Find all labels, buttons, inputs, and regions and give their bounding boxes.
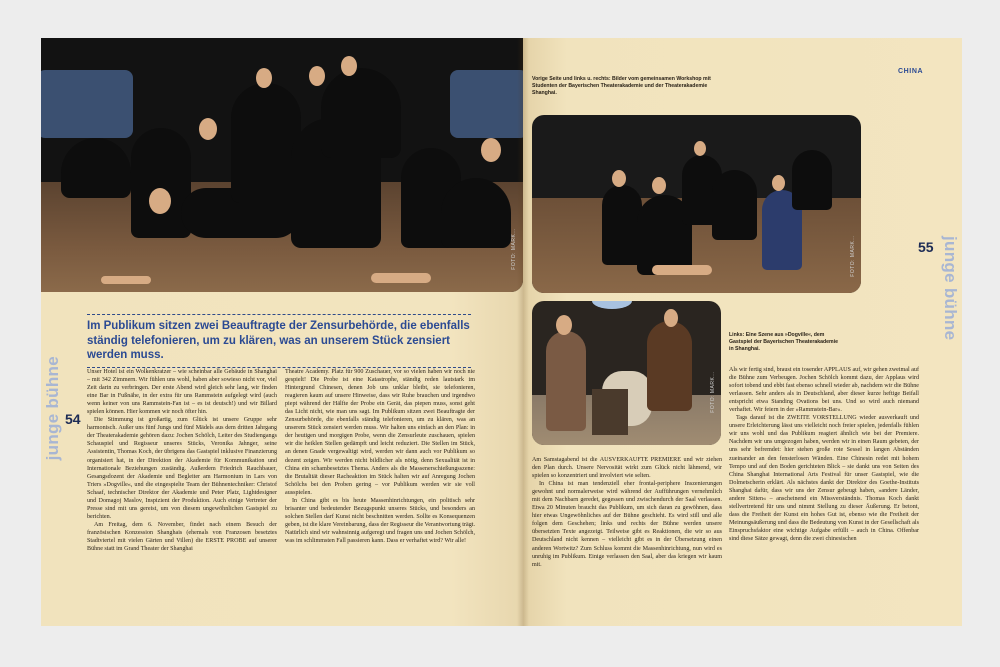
paragraph: In China gibt es bis heute Massenhinrichtungen, ein politisch sehr brisanter und bedeutender Bezugspunkt unseres Stücks, und besonders an solchen Stellen darf Kunst nicht beschnitten werden. Sollte es Konsequenzen geben, ist die klare Vereinbarung, dass der Regisseur die Verantwortung trägt. Natürlich sind wir wahnsinnig aufgeregt und fragen uns und Jochen Schölch, was im schlimmsten Fall passieren kann. Dass er verhaftet wird? Wir alle! bbox=[285, 497, 475, 544]
page-number: 54 bbox=[65, 411, 81, 427]
face bbox=[694, 141, 706, 156]
text-column-2 bbox=[285, 368, 475, 624]
photo-caption-top: Vorige Seite und links u. rechts: Bilder vom gemeinsamen Workshop mit Studenten der Bayerischen Theaterakademie und der Theaterakademie Shanghai. bbox=[532, 76, 711, 96]
section-side-label: junge bühne bbox=[941, 236, 960, 341]
arm bbox=[371, 273, 431, 283]
section-side-label: junge bühne bbox=[43, 356, 62, 461]
paragraph: Tags darauf ist die ZWEITE VORSTELLUNG wieder ausverkauft und unsere Erleichterung lässt uns vielleicht noch freier spielen, jedenfalls fühlen wir uns wohl und das Publikum reagiert ähnlich wie bei der Premiere. Nachdem wir uns umgezogen haben, werden wir in einen Raum gebeten, der uns sehr befremdet: hier stehen große rote Sessel in langen Abständen zueinander an den fensterlosen Wänden. Eine Chinesin redet mit hohem Tempo und auf den Boden gerichteten Blick – sie dankt uns von Seiten des China Shanghai International Arts Festival für unser Gastspiel, wie die Dolmetscherin erklärt. Als nächstes dankt der Direktor des Goethe-Instituts Shanghai dafür, dass wir uns der Zensur gebeugt haben, »andere Länder, andere Sitten« – anscheinend ein Missverständnis. Thomas Koch dankt stellvertretend für uns und nimmt Stellung zu dieser Äußerung. Er betont, dass die Freiheit der Kunst ein hohes Gut ist, ebenso wie die Freiheit der Meinungsäußerung und dass die Bedeutung von Kunst in der Gesellschaft als Einspruchsfaktor eine wichtige Aufgabe erfüllt – auch in China. Offenbar sind diese Sätze gewagt, denn die zwei chinesischen bbox=[729, 415, 919, 542]
workshop-photo-left bbox=[41, 38, 523, 292]
dancer-figure bbox=[602, 185, 642, 265]
arm bbox=[101, 276, 151, 284]
image-overlay-box bbox=[450, 70, 523, 138]
text-column-1 bbox=[87, 368, 277, 624]
face bbox=[556, 315, 572, 335]
workshop-photo-right bbox=[532, 115, 861, 293]
photo-credit: FOTO: MARK... bbox=[710, 371, 716, 413]
wooden-crate bbox=[592, 389, 628, 435]
paragraph: Unser Hotel ist ein Wolkenkratzer – wie scheinbar alle Gebäude in Shanghai – mit 342 Zimmern. Wir fühlen uns wohl, haben aber sowieso nicht vor, viel Zeit darin zu verbringen. Der erste Abend wird gleich sehr lang, wir finden eine Bar in Fußnähe, in der extra für uns Rammstein aufgelegt wird (auch wenn keiner von uns Rammstein-Fan ist – es ist deutsch!) und wir Billard spielen können. Hier kommen wir noch öfter hin. bbox=[87, 369, 277, 416]
face bbox=[652, 177, 666, 194]
page-number: 55 bbox=[918, 239, 934, 255]
paragraph: In China ist man tendenziell eher frontal-periphere Inszenierungen gewohnt und normalerweise wird während der Aufführungen vernehmlich mit dem Nachbarn geredet, gegessen und zwischendurch der Saal verlassen. Etwa 20 Minuten braucht das Publikum, um sich daran zu gewöhnen, dass hier etwas Ungewöhnliches auf der Bühne geschieht. Es wird still und alle folgen dem Geschehen; links und rechts der Bühne werden unsere übersetzten Texte angezeigt. Teilweise gibt es Reaktionen, die wir so aus Deutschland nicht kennen – vielleicht gibt es in der Übersetzung einen anderen Wortwitz? Zum Schluss kommt die Massenhinrichtung, nun wird es unruhig im Publikum. Einige verlassen den Saal, aber das kriegen wir kaum mit. bbox=[532, 481, 722, 568]
dancer-figure bbox=[61, 138, 131, 198]
magazine-spread bbox=[41, 38, 962, 626]
paragraph: Als wir fertig sind, braust ein tosender APPLAUS auf, wir gehen zweimal auf die Bühne zum Verbeugen. Jochen Schölch kommt dazu, der Applaus wird sofort tobend und ebbt fast ebenso schnell wieder ab, nachdem wir die Bühne verlassen. Sehr anders als in Deutschland, aber dieser kurze heftige Beifall entspricht etwa Standing Ovations bei uns. Und so wird auch niemand verhaftet. Wir feiern in der »Rammstein-Bar«. bbox=[729, 367, 919, 414]
dancer-figure bbox=[321, 68, 401, 158]
stage-light bbox=[592, 301, 632, 309]
section-title: CHINA bbox=[898, 68, 924, 75]
image-overlay-box bbox=[41, 70, 133, 138]
face bbox=[149, 188, 171, 214]
face bbox=[612, 170, 626, 187]
actor-figure bbox=[647, 321, 692, 411]
text-column-3 bbox=[532, 456, 722, 624]
face bbox=[664, 309, 678, 327]
face bbox=[256, 68, 272, 88]
spine-shadow bbox=[517, 38, 529, 626]
photo-caption-mid: Links: Eine Szene aus »Dogville«, dem Gastspiel der Bayerischen Theaterakademie in Shanghai. bbox=[729, 332, 838, 352]
leg bbox=[652, 265, 712, 275]
dancer-figure bbox=[792, 150, 832, 210]
actor-figure bbox=[546, 331, 586, 431]
paragraph: Die Stimmung ist großartig, zum Glück ist unsere Gruppe sehr harmonisch. Außer uns fünf Jungs und fünf Mädels aus dem dritten Jahrgang der Theaterakademie gehören dazu: Jochen Schölch, Leiter des Studiengangs Schauspiel und Regisseur unseres Stücks, Veronika Jahnger, seine Assistentin, Thomas Koch, der übrigens das Gastspiel inklusive Finanzierung organisiert hat, in der Direktion der Akademie für Kommunikation und Internationale Beziehungen zuständig. Außerdem Friedrich Rauchbauer, Gesangsdozent der Akademie und Begleiter am Harmonium in Lars von Triers »Dogville«, und die eingespielte Team der Bühnentechniker: Christof Schaaf, technischer Direktor der Akademie und Peter Platz, Lightdesigner und Domagoj Maslov, Inspizient der Produktion. Auch einige Vertreter der Presse sind mit uns gereist, um von diesem ungewöhnlichen Gastspiel zu berichten. bbox=[87, 417, 277, 520]
dogville-scene-photo bbox=[532, 301, 721, 445]
face bbox=[199, 118, 217, 140]
paragraph: Theatre Academy. Platz für 900 Zuschauer, vor so vielen haben wir noch nie gespielt! Die Probe ist eine Katastrophe, ständig reden lautstark im Hintergrund Chinesen, denen Job uns unklar bleibt, sie telefonieren, reagieren kaum auf unsere Hinweise, dass wir Ruhe brauchen und irgendwo piept während der Hälfte der Probe ein Gerät, das piepen muss, sonst geht das Licht nicht, wie man uns sagt. Im Publikum sitzen zwei Beauftragte der Zensurbehörde, die ebenfalls ständig telefonieren, um zu klären, was an unserem Stück zensiert werden muss. Wir halten uns einfach an den Plan: in der heutigen und morgigen Probe, wenn die Zensurleute zuschauen, spielen wir die heiklen Stellen gedämpft und leicht reduziert. Die Stellen im Stück, an denen Gnade vergewaltigt wird, werden wir dann auch vor Publikum so dezent zeigen. Wir werden nicht bildlicher als nötig, denn Sexualität ist in China ein schambesetztes Thema. Anders als die Massenerschießungsszene: die Brutalität dieser Racheaktion im Stück halten wir auf Anregung Jochen Schölchs bei den Proben gering – vor Publikum werden wir sie voll ausspielen. bbox=[285, 369, 475, 496]
paragraph: Am Samstagabend ist die AUSVERKAUFTE PREMIERE und wir ziehen den Plan durch. Unsere Nervosität wirkt zum Glück nicht lähmend, wir spielen so konzentriert und involviert wie selten. bbox=[532, 457, 722, 480]
text-column-4 bbox=[729, 366, 919, 624]
dancer-figure bbox=[712, 170, 757, 240]
face bbox=[481, 138, 501, 162]
dancer-figure bbox=[441, 178, 511, 248]
photo-credit: FOTO: MARK... bbox=[511, 228, 517, 270]
left-page bbox=[41, 38, 523, 626]
paragraph: Am Freitag, dem 6. November, findet nach einem Besuch der französischen Konzession Shanghais (ehemals von Franzosen besetztes Stadtviertel mit vielen Gärten und Villen) die ERSTE PROBE auf unserer Bühne statt im Grand Theater der Shanghai bbox=[87, 521, 277, 553]
photo-credit: FOTO: MARK... bbox=[850, 235, 856, 277]
pull-quote: Im Publikum sitzen zwei Beauftragte der Zensurbehörde, die ebenfalls ständig telefonieren, um zu klären, was an unserem Stück zensiert werden muss. bbox=[87, 314, 471, 368]
face bbox=[772, 175, 785, 191]
face bbox=[309, 66, 325, 86]
face bbox=[341, 56, 357, 76]
